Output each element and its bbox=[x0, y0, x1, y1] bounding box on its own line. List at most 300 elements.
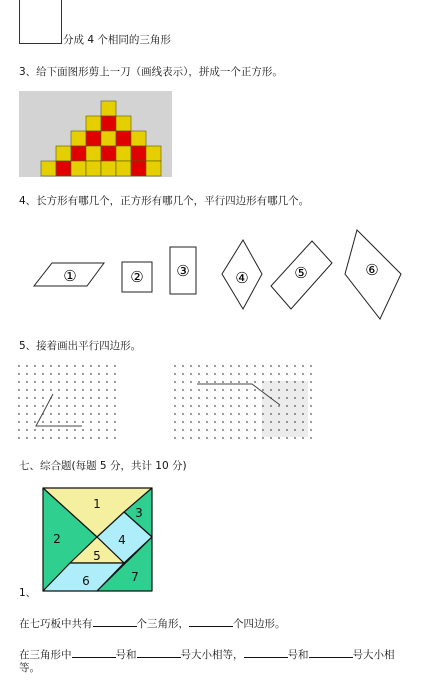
staircase-block bbox=[86, 161, 101, 176]
staircase-block bbox=[86, 116, 101, 131]
grid-dot bbox=[174, 429, 176, 431]
grid-dot bbox=[206, 381, 208, 383]
grid-dot bbox=[214, 389, 216, 391]
grid-dot bbox=[114, 397, 116, 399]
grid-dot bbox=[198, 389, 200, 391]
grid-dot bbox=[190, 429, 192, 431]
grid-dot bbox=[230, 413, 232, 415]
grid-dot bbox=[42, 437, 44, 439]
label-3: ③ bbox=[176, 262, 190, 280]
grid-dot bbox=[254, 389, 256, 391]
grid-dot bbox=[114, 389, 116, 391]
grid-dot bbox=[182, 413, 184, 415]
grid-dot bbox=[214, 381, 216, 383]
grid-dot bbox=[278, 389, 280, 391]
grid-dot bbox=[278, 373, 280, 375]
staircase-block bbox=[116, 116, 131, 131]
grid-dot bbox=[190, 405, 192, 407]
grid-dot bbox=[182, 405, 184, 407]
square-outline bbox=[19, 0, 62, 44]
grid-dot bbox=[74, 413, 76, 415]
grid-dot bbox=[278, 429, 280, 431]
grid-dot bbox=[26, 389, 28, 391]
grid-dot bbox=[286, 373, 288, 375]
grid-dot bbox=[174, 413, 176, 415]
grid-dot bbox=[214, 429, 216, 431]
grid-dot bbox=[190, 373, 192, 375]
grid-dot bbox=[230, 365, 232, 367]
grid-dot bbox=[222, 389, 224, 391]
grid-dot bbox=[286, 405, 288, 407]
line1-c: 个四边形。 bbox=[233, 618, 286, 630]
answer-blank-quadrilaterals[interactable] bbox=[189, 615, 233, 627]
grid-dot bbox=[222, 381, 224, 383]
grid-dot bbox=[310, 365, 312, 367]
grid-dot bbox=[50, 413, 52, 415]
staircase-block bbox=[116, 161, 131, 176]
staircase-block bbox=[116, 146, 131, 161]
grid-dot bbox=[82, 405, 84, 407]
staircase-block bbox=[101, 146, 116, 161]
grid-dot bbox=[206, 429, 208, 431]
staircase-block bbox=[71, 161, 86, 176]
grid-dot bbox=[310, 397, 312, 399]
grid-dot bbox=[294, 389, 296, 391]
grid-dot bbox=[246, 429, 248, 431]
grid-dot bbox=[90, 405, 92, 407]
grid-dot bbox=[310, 429, 312, 431]
grid-dot bbox=[270, 381, 272, 383]
grid-dot bbox=[42, 421, 44, 423]
grid-dot bbox=[206, 397, 208, 399]
staircase-block bbox=[131, 146, 146, 161]
grid-dot bbox=[82, 397, 84, 399]
grid-dot bbox=[98, 421, 100, 423]
grid-dot bbox=[42, 429, 44, 431]
grid-dot bbox=[90, 421, 92, 423]
grid-dot bbox=[310, 373, 312, 375]
grid-dot bbox=[190, 421, 192, 423]
grid-dot bbox=[82, 381, 84, 383]
grid-dot bbox=[246, 389, 248, 391]
grid-dot bbox=[174, 437, 176, 439]
grid-dot bbox=[50, 437, 52, 439]
grid-dot bbox=[58, 421, 60, 423]
grid-dot bbox=[182, 373, 184, 375]
grid-dot bbox=[294, 437, 296, 439]
dot-grid-left bbox=[16, 363, 122, 441]
grid-dot bbox=[198, 365, 200, 367]
staircase-block bbox=[146, 161, 161, 176]
grid-dot bbox=[106, 365, 108, 367]
grid-dot bbox=[42, 373, 44, 375]
grid-dot bbox=[198, 437, 200, 439]
grid-dot bbox=[198, 381, 200, 383]
grid-dot bbox=[190, 437, 192, 439]
grid-dot bbox=[98, 389, 100, 391]
grid-dot bbox=[238, 421, 240, 423]
answer-blank-b[interactable] bbox=[137, 646, 181, 658]
grid-dot bbox=[262, 381, 264, 383]
grid-dot bbox=[18, 365, 20, 367]
section7-title: 七、综合题(每题 5 分，共计 10 分) bbox=[19, 460, 187, 472]
grid-dot bbox=[34, 365, 36, 367]
grid-dot bbox=[206, 437, 208, 439]
grid-dot bbox=[262, 405, 264, 407]
answer-blank-d[interactable] bbox=[309, 646, 353, 658]
label-4: ④ bbox=[235, 269, 249, 287]
grid-dot bbox=[254, 437, 256, 439]
grid-dot bbox=[198, 397, 200, 399]
grid-dot bbox=[230, 397, 232, 399]
answer-blank-triangles[interactable] bbox=[93, 615, 137, 627]
grid-dot bbox=[262, 373, 264, 375]
grid-dot bbox=[198, 405, 200, 407]
grid-dot bbox=[238, 397, 240, 399]
grid-dot bbox=[294, 429, 296, 431]
label-2: ② bbox=[130, 268, 144, 286]
grid-dot bbox=[206, 389, 208, 391]
label-1: ① bbox=[63, 267, 77, 285]
grid-dot bbox=[74, 429, 76, 431]
tangram-label-7: 7 bbox=[131, 570, 139, 584]
grid-dot bbox=[310, 437, 312, 439]
grid-dot bbox=[98, 437, 100, 439]
grid-dot bbox=[66, 421, 68, 423]
grid-dot bbox=[66, 413, 68, 415]
grid-dot bbox=[262, 389, 264, 391]
label-6: ⑥ bbox=[365, 261, 379, 279]
grid-dot bbox=[106, 437, 108, 439]
grid-dot bbox=[106, 381, 108, 383]
grid-dot bbox=[286, 429, 288, 431]
grid-dot bbox=[190, 381, 192, 383]
grid-dot bbox=[66, 429, 68, 431]
grid-dot bbox=[98, 429, 100, 431]
grid-dot bbox=[238, 413, 240, 415]
grid-dot bbox=[182, 421, 184, 423]
grid-dot bbox=[302, 405, 304, 407]
grid-dot bbox=[230, 373, 232, 375]
staircase-block bbox=[101, 131, 116, 146]
grid-dot bbox=[246, 381, 248, 383]
grid-dot bbox=[26, 381, 28, 383]
grid-dot bbox=[114, 405, 116, 407]
grid-dot bbox=[26, 405, 28, 407]
grid-dot bbox=[106, 397, 108, 399]
q5-text: 5、接着画出平行四边形。 bbox=[19, 340, 142, 352]
grid-dot bbox=[98, 397, 100, 399]
grid-dot bbox=[302, 389, 304, 391]
q1-line3: 等。 bbox=[19, 662, 40, 674]
grid-dot bbox=[198, 421, 200, 423]
grid-dot bbox=[198, 413, 200, 415]
grid-dot bbox=[174, 421, 176, 423]
grid-dot bbox=[42, 405, 44, 407]
grid-dot bbox=[262, 365, 264, 367]
grid-dot bbox=[34, 381, 36, 383]
grid-dot bbox=[270, 365, 272, 367]
grid-dot bbox=[98, 413, 100, 415]
line2-c: 号大小相等， bbox=[180, 649, 244, 661]
grid-dot bbox=[310, 413, 312, 415]
grid-dot bbox=[222, 421, 224, 423]
grid-dot bbox=[246, 397, 248, 399]
grid-dot bbox=[310, 405, 312, 407]
grid-dot bbox=[206, 413, 208, 415]
grid-dot bbox=[74, 389, 76, 391]
grid-dot bbox=[310, 421, 312, 423]
grid-dot bbox=[50, 381, 52, 383]
grid-dot bbox=[18, 413, 20, 415]
grid-dot bbox=[238, 381, 240, 383]
staircase-block bbox=[146, 146, 161, 161]
staircase-block bbox=[116, 131, 131, 146]
grid-dot bbox=[270, 429, 272, 431]
grid-dot bbox=[182, 381, 184, 383]
grid-dot bbox=[98, 381, 100, 383]
grid-dot bbox=[262, 429, 264, 431]
grid-dot bbox=[238, 389, 240, 391]
grid-dot bbox=[206, 365, 208, 367]
grid-dot bbox=[198, 429, 200, 431]
grid-dot bbox=[302, 381, 304, 383]
grid-dot bbox=[278, 397, 280, 399]
q3-text: 3、给下面图形剪上一刀（画线表示），拼成一个正方形。 bbox=[19, 66, 283, 78]
grid-dot bbox=[246, 421, 248, 423]
label-5: ⑤ bbox=[294, 264, 308, 282]
grid-dot bbox=[82, 373, 84, 375]
grid-dot bbox=[114, 429, 116, 431]
grid-dot bbox=[26, 365, 28, 367]
grid-dot bbox=[114, 365, 116, 367]
staircase-block bbox=[86, 131, 101, 146]
grid-dot bbox=[34, 429, 36, 431]
grid-dot bbox=[246, 405, 248, 407]
grid-dot bbox=[270, 413, 272, 415]
grid-dot bbox=[230, 381, 232, 383]
grid-dot bbox=[58, 405, 60, 407]
grid-dot bbox=[302, 413, 304, 415]
grid-dot bbox=[90, 429, 92, 431]
grid-dot bbox=[114, 437, 116, 439]
grid-dot bbox=[286, 389, 288, 391]
grid-dot bbox=[106, 429, 108, 431]
staircase-block bbox=[41, 161, 56, 176]
grid-dot bbox=[66, 405, 68, 407]
grid-dot bbox=[90, 389, 92, 391]
line2-e: 号大小相 bbox=[352, 649, 395, 661]
grid-dot bbox=[294, 413, 296, 415]
staircase-block bbox=[71, 146, 86, 161]
grid-dot bbox=[254, 413, 256, 415]
grid-dot bbox=[174, 405, 176, 407]
grid-dot bbox=[50, 421, 52, 423]
grid-dot bbox=[214, 421, 216, 423]
grid-dot bbox=[90, 437, 92, 439]
grid-dot bbox=[74, 373, 76, 375]
grid-dot bbox=[58, 413, 60, 415]
dot-grid-right bbox=[172, 363, 314, 441]
grid-dot bbox=[198, 373, 200, 375]
staircase-block bbox=[56, 161, 71, 176]
grid-dot bbox=[270, 421, 272, 423]
grid-dot bbox=[222, 437, 224, 439]
grid-dot bbox=[98, 405, 100, 407]
grid-dot bbox=[34, 421, 36, 423]
grid-dot bbox=[50, 389, 52, 391]
line1-a: 在七巧板中共有 bbox=[19, 618, 93, 630]
grid-dot bbox=[286, 421, 288, 423]
tangram-label-1: 1 bbox=[93, 497, 101, 511]
staircase-block bbox=[101, 161, 116, 176]
grid-dot bbox=[18, 373, 20, 375]
tangram-label-5: 5 bbox=[93, 549, 101, 563]
grid-dot bbox=[18, 405, 20, 407]
grid-dot bbox=[174, 381, 176, 383]
grid-dot bbox=[302, 365, 304, 367]
staircase-block bbox=[71, 131, 86, 146]
grid-dot bbox=[114, 421, 116, 423]
grid-dot bbox=[58, 429, 60, 431]
grid-dot bbox=[82, 413, 84, 415]
grid-dot bbox=[58, 373, 60, 375]
grid-dot bbox=[310, 381, 312, 383]
grid-dot bbox=[246, 437, 248, 439]
line1-b: 个三角形， bbox=[136, 618, 189, 630]
grid-dot bbox=[106, 421, 108, 423]
grid-dot bbox=[34, 405, 36, 407]
grid-dot bbox=[238, 373, 240, 375]
grid-dot bbox=[294, 373, 296, 375]
grid-dot bbox=[74, 405, 76, 407]
grid-dot bbox=[90, 413, 92, 415]
grid-dot bbox=[302, 429, 304, 431]
grid-dot bbox=[74, 397, 76, 399]
grid-dot bbox=[74, 365, 76, 367]
q1-line1 bbox=[19, 615, 286, 631]
grid-dot bbox=[58, 397, 60, 399]
grid-dot bbox=[190, 397, 192, 399]
grid-dot bbox=[254, 373, 256, 375]
grid-dot bbox=[302, 397, 304, 399]
grid-dot bbox=[182, 389, 184, 391]
grid-dot bbox=[294, 397, 296, 399]
grid-dot bbox=[26, 397, 28, 399]
grid-dot bbox=[182, 437, 184, 439]
question-1-number: 1、 bbox=[19, 587, 37, 599]
grid-dot bbox=[182, 365, 184, 367]
grid-dot bbox=[66, 373, 68, 375]
grid-dot bbox=[214, 413, 216, 415]
grid-dot bbox=[214, 405, 216, 407]
grid-dot bbox=[246, 365, 248, 367]
grid-dot bbox=[34, 397, 36, 399]
grid-dot bbox=[270, 373, 272, 375]
grid-dot bbox=[254, 421, 256, 423]
grid-dot bbox=[278, 437, 280, 439]
grid-dot bbox=[90, 365, 92, 367]
grid-dot bbox=[230, 405, 232, 407]
tangram-label-2: 2 bbox=[53, 532, 61, 546]
grid-dot bbox=[238, 429, 240, 431]
grid-dot bbox=[270, 437, 272, 439]
grid-dot bbox=[18, 397, 20, 399]
grid-dot bbox=[254, 397, 256, 399]
grid-dot bbox=[106, 413, 108, 415]
grid-dot bbox=[182, 397, 184, 399]
grid-dot bbox=[294, 381, 296, 383]
grid-dot bbox=[98, 365, 100, 367]
grid-dot bbox=[66, 397, 68, 399]
grid-dot bbox=[206, 405, 208, 407]
grid-dot bbox=[90, 373, 92, 375]
q4-text: 4、长方形有哪几个，正方形有哪几个，平行四边形有哪几个。 bbox=[19, 195, 310, 207]
grid-dot bbox=[174, 389, 176, 391]
grid-dot bbox=[278, 421, 280, 423]
grid-dot bbox=[42, 365, 44, 367]
grid-dot bbox=[286, 397, 288, 399]
grid-dot bbox=[90, 397, 92, 399]
grid-dot bbox=[50, 429, 52, 431]
staircase-figure bbox=[19, 91, 172, 177]
grid-dot bbox=[42, 389, 44, 391]
grid-dot bbox=[254, 429, 256, 431]
grid-dot bbox=[302, 421, 304, 423]
grid-dot bbox=[90, 381, 92, 383]
grid-dot bbox=[106, 405, 108, 407]
grid-dot bbox=[270, 389, 272, 391]
grid-dot bbox=[230, 421, 232, 423]
grid-dot bbox=[190, 413, 192, 415]
line2-d: 号和 bbox=[287, 649, 309, 661]
grid-dot bbox=[230, 429, 232, 431]
grid-dot bbox=[50, 365, 52, 367]
grid-dot bbox=[74, 421, 76, 423]
grid-dot bbox=[222, 365, 224, 367]
grid-dot bbox=[26, 429, 28, 431]
grid-dot bbox=[98, 373, 100, 375]
grid-dot bbox=[286, 381, 288, 383]
grid-dot bbox=[214, 437, 216, 439]
grid-dot bbox=[190, 389, 192, 391]
grid-dot bbox=[174, 397, 176, 399]
grid-dot bbox=[238, 405, 240, 407]
staircase-block bbox=[101, 116, 116, 131]
line2-a: 在三角形中 bbox=[19, 649, 72, 661]
answer-blank-a[interactable] bbox=[72, 646, 116, 658]
tangram-label-6: 6 bbox=[82, 574, 90, 588]
grid-dot bbox=[26, 437, 28, 439]
grid-dot bbox=[174, 365, 176, 367]
grid-dot bbox=[222, 405, 224, 407]
grid-dot bbox=[222, 397, 224, 399]
grid-dot bbox=[254, 381, 256, 383]
staircase-block bbox=[86, 146, 101, 161]
grid-dot bbox=[174, 373, 176, 375]
grid-dot bbox=[50, 373, 52, 375]
grid-dot bbox=[278, 365, 280, 367]
grid-dot bbox=[214, 397, 216, 399]
answer-blank-c[interactable] bbox=[244, 646, 288, 658]
grid-dot bbox=[114, 373, 116, 375]
grid-dot bbox=[262, 437, 264, 439]
grid-dot bbox=[302, 373, 304, 375]
grid-dot bbox=[26, 413, 28, 415]
grid-dot bbox=[26, 373, 28, 375]
grid-dot bbox=[66, 365, 68, 367]
staircase-block bbox=[101, 101, 116, 116]
